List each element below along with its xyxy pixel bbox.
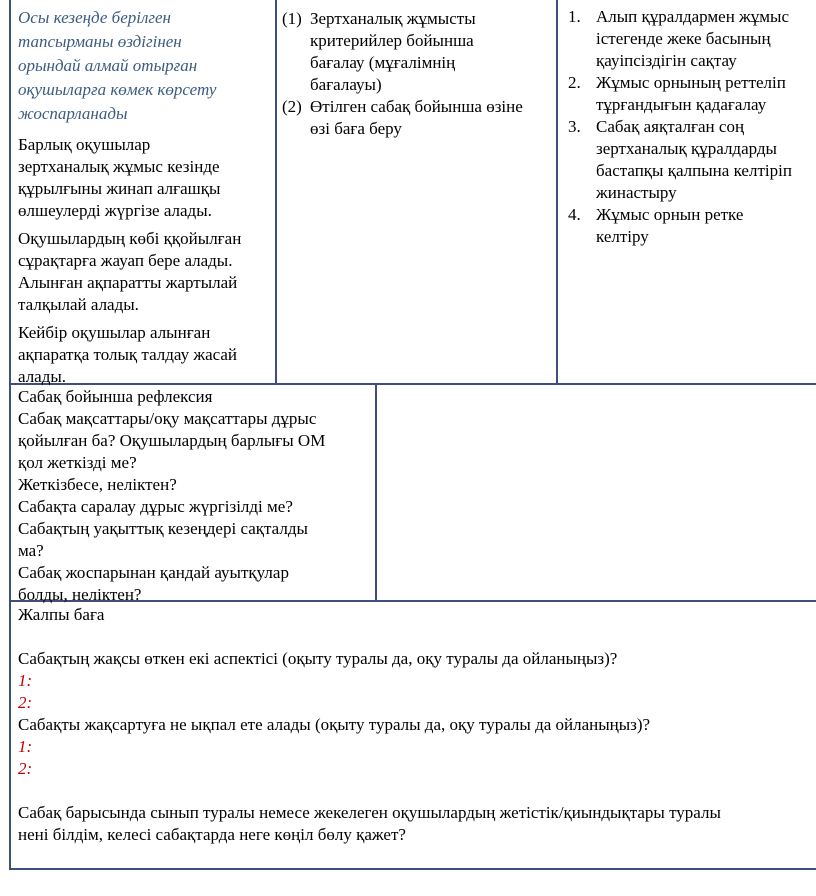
text-line: Зертханалық жұмысты — [310, 9, 476, 28]
safety-rule-item — [568, 204, 816, 248]
row1-col1-cell — [18, 6, 272, 388]
text-line: талқылай алады. — [18, 295, 139, 314]
heading-line: жоспарланады — [18, 104, 128, 123]
outcome-most-students — [18, 228, 272, 316]
text-line: бағалау (мұғалімнің — [310, 53, 456, 72]
text-line: Алып құралдармен жұмыс — [596, 7, 790, 26]
text-line: құрылғыны жинап алғашқы — [18, 179, 221, 198]
answer-field-1[interactable]: 1: — [18, 737, 33, 756]
heading-line: орындай алмай отырған — [18, 56, 198, 75]
item-number: 3. — [568, 117, 581, 136]
question-learned-line: нені білдім, келесі сабақтарда неге көңіл бөлу қажет? — [18, 825, 406, 844]
row1-col-divider-2 — [556, 0, 558, 384]
question-positive-aspects: Сабақтың жақсы өткен екі аспектісі (оқыту туралы да, оқу туралы да ойланыңыз)? — [18, 649, 618, 668]
item-number: (2) — [282, 97, 302, 116]
reflection-question-line: Жеткізбесе, неліктен? — [18, 475, 177, 494]
item-number: 4. — [568, 205, 581, 224]
answer-field-1[interactable]: 1: — [18, 671, 33, 690]
reflection-title: Сабақ бойынша рефлексия — [18, 387, 213, 406]
overall-evaluation-cell — [18, 604, 814, 846]
reflection-question-line: Сабақ жоспарынан қандай ауытқулар — [18, 563, 289, 582]
answer-field-2[interactable]: 2: — [18, 759, 33, 778]
heading-line: Осы кезеңде берілген — [18, 8, 171, 27]
row1-col-divider-1 — [275, 0, 277, 384]
text-line: Сабақ аяқталған соң — [596, 117, 745, 136]
row1-col2-cell — [282, 8, 554, 140]
text-line: тұрғандығын қадағалау — [596, 95, 767, 114]
support-plan-heading — [18, 6, 272, 126]
assessment-item — [282, 96, 554, 140]
outcome-some-students — [18, 322, 272, 388]
assessment-list — [282, 8, 554, 140]
reflection-question-line: ма? — [18, 541, 44, 560]
text-line: қауіпсіздігін сақтау — [596, 51, 737, 70]
text-line: бағалауы) — [310, 75, 382, 94]
text-line: Жұмыс орнын ретке — [596, 205, 744, 224]
table-border-left — [9, 0, 11, 870]
text-line: Оқушылардың көбі ққойылған — [18, 229, 242, 248]
question-improvements: Сабақты жақсартуға не ықпал ете алады (оқыту туралы да, оқу туралы да ойланыңыз)? — [18, 715, 651, 734]
text-line: критерийлер бойынша — [310, 31, 474, 50]
text-line: істегенде жеке басының — [596, 29, 771, 48]
item-number: 1. — [568, 7, 581, 26]
reflection-question-line: қойылған ба? Оқушылардың барлығы ОМ — [18, 431, 326, 450]
reflection-question-line: қол жеткізді ме? — [18, 453, 137, 472]
overall-evaluation-title: Жалпы баға — [18, 605, 105, 624]
text-line: алады. — [18, 367, 67, 386]
safety-rule-item — [568, 6, 816, 72]
spacer — [18, 780, 814, 802]
heading-line: тапсырманы өздігінен — [18, 32, 182, 51]
safety-rules-list — [568, 6, 816, 248]
text-line: Кейбір оқушылар алынған — [18, 323, 211, 342]
question-learned-line: Сабақ барысында сынып туралы немесе жекелеген оқушылардың жетістік/қиындықтары туралы — [18, 803, 721, 822]
text-line: Барлық оқушылар — [18, 135, 151, 154]
heading-line: оқушыларға көмек көрсету — [18, 80, 217, 99]
reflection-question-line: Сабақта саралау дұрыс жүргізілді ме? — [18, 497, 293, 516]
item-number: (1) — [282, 9, 302, 28]
reflection-question-line: Сабақ мақсаттары/оқу мақсаттары дұрыс — [18, 409, 317, 428]
text-line: Жұмыс орнының реттеліп — [596, 73, 786, 92]
assessment-item — [282, 8, 554, 96]
text-line: өзі баға беру — [310, 119, 402, 138]
safety-rule-item — [568, 116, 816, 204]
reflection-question-line: Сабақтың уақыттық кезеңдері сақталды — [18, 519, 308, 538]
reflection-cell — [18, 386, 372, 606]
row2-col-divider — [375, 383, 377, 601]
text-line: Алынған ақпаратты жартылай — [18, 273, 238, 292]
item-number: 2. — [568, 73, 581, 92]
text-line: өлшеулерді жүргізе алады. — [18, 201, 212, 220]
table-border-bottom — [9, 868, 816, 870]
text-line: жинастыру — [596, 183, 677, 202]
text-line: бастапқы қалпына келтіріп — [596, 161, 792, 180]
safety-rule-item — [568, 72, 816, 116]
text-line: келтіру — [596, 227, 649, 246]
spacer — [18, 626, 814, 648]
text-line: зертханалық жұмыс кезінде — [18, 157, 220, 176]
text-line: ақпаратқа толық талдау жасай — [18, 345, 238, 364]
row1-col3-cell — [568, 6, 816, 248]
reflection-notes-cell[interactable] — [378, 386, 814, 598]
reflection-question-line: болды, неліктен? — [18, 585, 142, 604]
answer-field-2[interactable]: 2: — [18, 693, 33, 712]
outcome-all-students — [18, 134, 272, 222]
text-line: Өтілген сабақ бойынша өзіне — [310, 97, 523, 116]
text-line: сұрақтарға жауап бере алады. — [18, 251, 233, 270]
text-line: зертханалық құралдарды — [596, 139, 777, 158]
